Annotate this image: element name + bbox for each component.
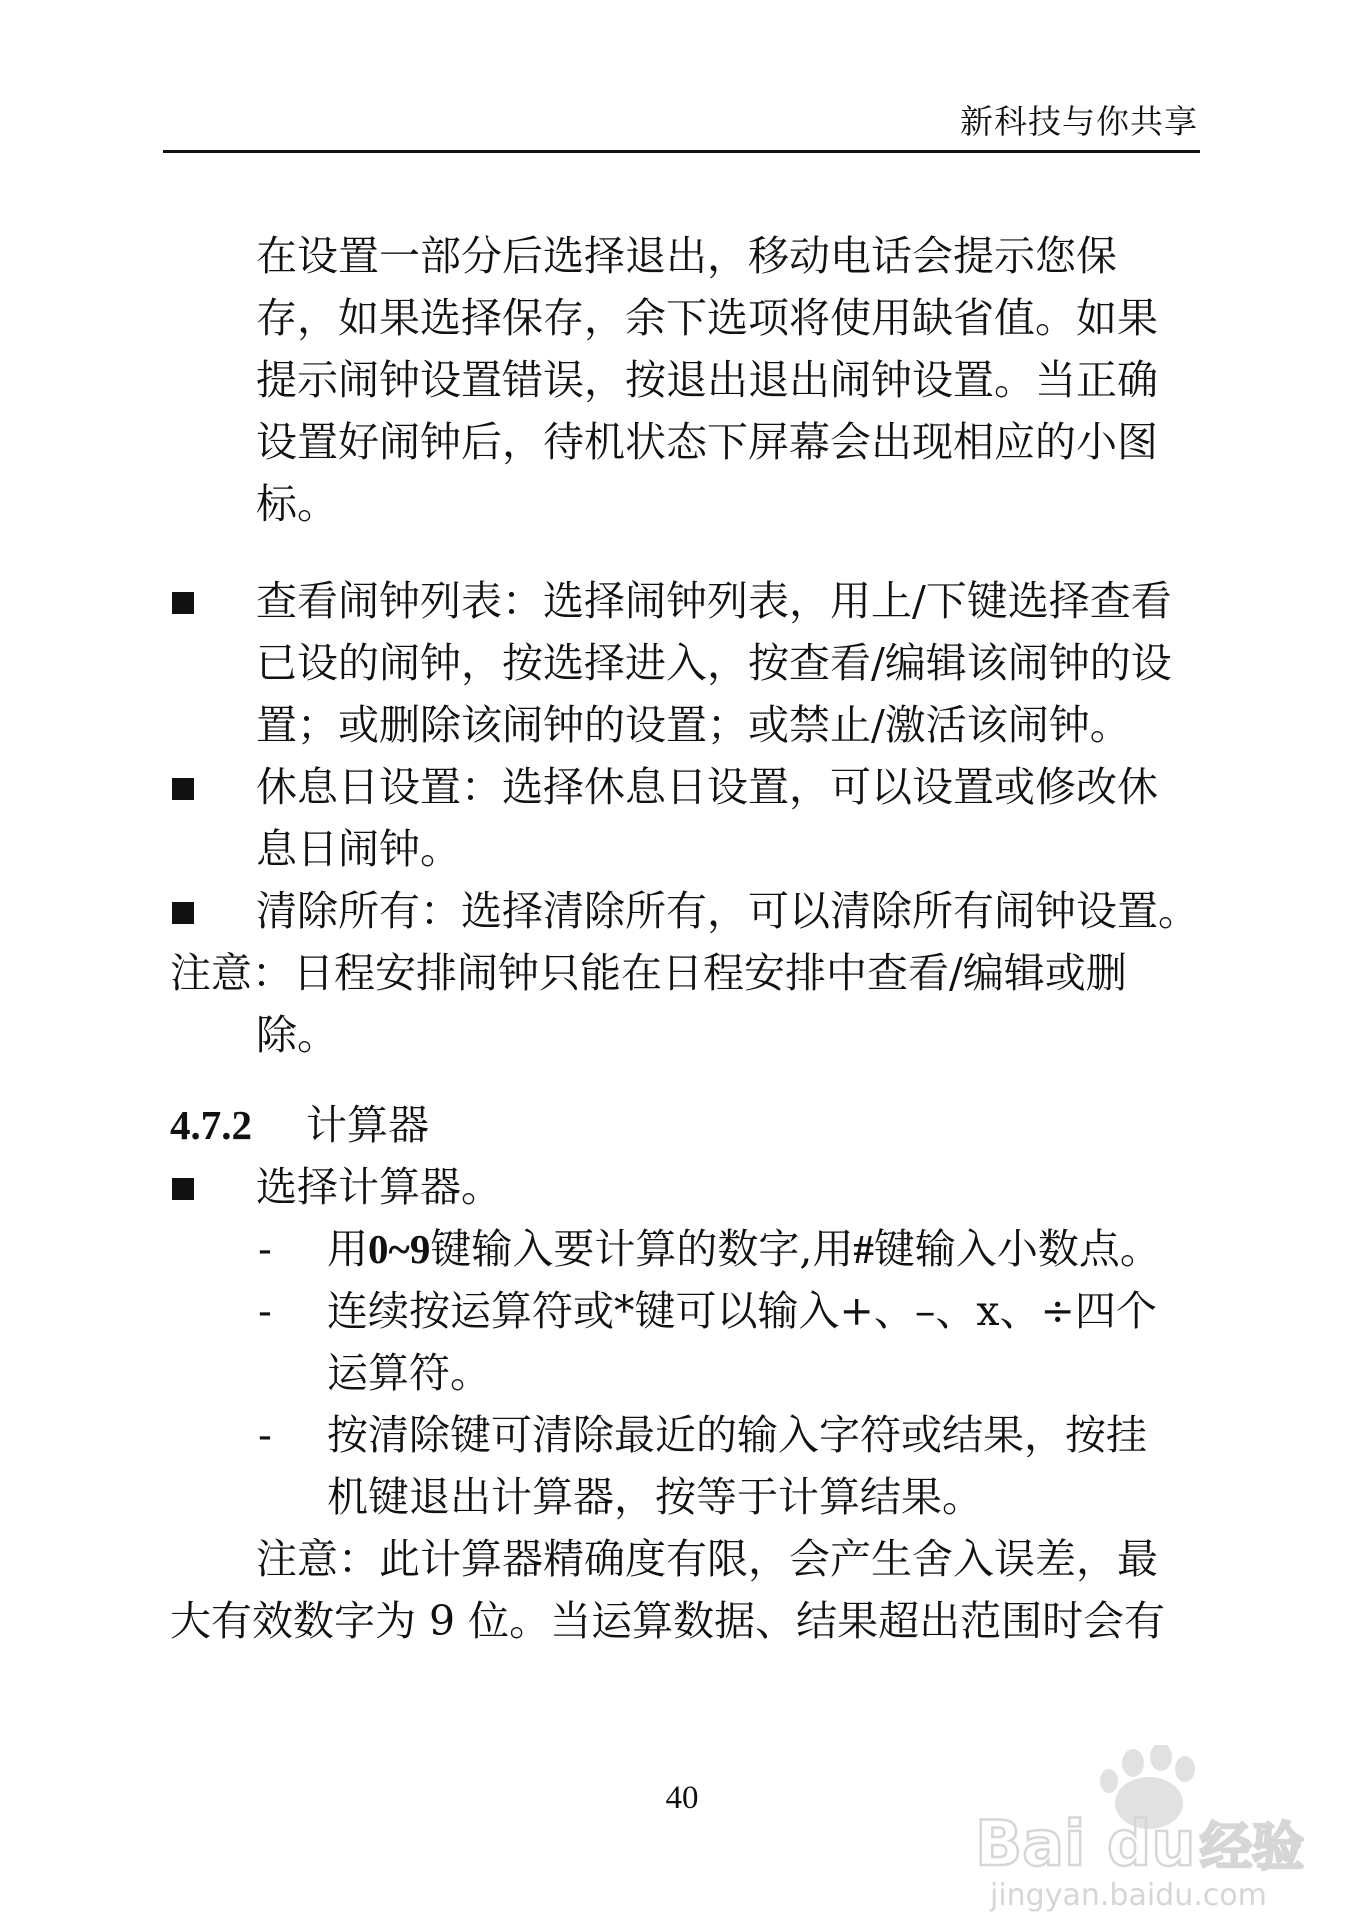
intro-line: 标。 — [256, 480, 338, 528]
bullet-rest-day-setting — [170, 756, 1200, 880]
dash-marker: - — [258, 1411, 272, 1459]
dash-item-number-input — [170, 1218, 1200, 1280]
bullet-line: 休息日设置：选择休息日设置，可以设置或修改休 — [256, 763, 1158, 811]
precision-note — [170, 1528, 1200, 1652]
hash-key: # — [853, 1226, 874, 1272]
bullet-square-icon — [172, 902, 194, 924]
intro-line: 存，如果选择保存，余下选项将使用缺省值。如果 — [256, 294, 1158, 342]
section-title: 计算器 — [306, 1101, 429, 1149]
bullet-view-alarm-list — [170, 570, 1200, 756]
note-line: 注意：日程安排闹钟只能在日程安排中查看/编辑或删 — [170, 949, 1127, 997]
bullet-line: 息日闹钟。 — [256, 825, 461, 873]
page-content — [170, 225, 1200, 1652]
dash-line — [327, 1218, 1200, 1280]
dash-line: 机键退出计算器，按等于计算结果。 — [327, 1473, 983, 1521]
bullet-square-icon — [172, 778, 194, 800]
header-divider — [163, 150, 1200, 153]
dash-text: 键输入要计算的数字,用 — [430, 1225, 854, 1273]
intro-line: 提示闹钟设置错误，按退出退出闹钟设置。当正确 — [256, 356, 1158, 404]
note-line: 注意：此计算器精确度有限，会产生舍入误差，最 — [256, 1535, 1158, 1583]
intro-line: 设置好闹钟后，待机状态下屏幕会出现相应的小图 — [256, 418, 1158, 466]
dash-marker: - — [258, 1287, 272, 1335]
bullet-line: 选择计算器。 — [256, 1163, 502, 1211]
key-range: 0~9 — [368, 1226, 431, 1272]
header-title: 新科技与你共享 — [960, 102, 1198, 141]
watermark-brand: Bai du — [975, 1807, 1196, 1880]
watermark-url: jingyan.baidu.com — [990, 1878, 1267, 1913]
dash-text: 用 — [327, 1225, 368, 1273]
dash-line: 连续按运算符或*键可以输入+、–、x、÷四个 — [327, 1287, 1157, 1335]
intro-line: 在设置一部分后选择退出，移动电话会提示您保 — [256, 232, 1117, 280]
dash-line: 按清除键可清除最近的输入字符或结果，按挂 — [327, 1411, 1147, 1459]
dash-text: 键输入小数点。 — [873, 1225, 1161, 1273]
bullet-square-icon — [172, 592, 194, 614]
note-line: 大有效数字为 9 位。当运算数据、结果超出范围时会有 — [170, 1597, 1166, 1645]
dash-item-clear-exit — [170, 1404, 1200, 1528]
schedule-alarm-note — [170, 942, 1200, 1066]
section-number: 4.7.2 — [170, 1102, 252, 1148]
bullet-line: 已设的闹钟，按选择进入，按查看/编辑该闹钟的设 — [256, 639, 1172, 687]
note-line: 除。 — [256, 1011, 338, 1059]
dash-marker: - — [258, 1225, 272, 1273]
section-heading — [170, 1094, 1200, 1156]
bullet-line: 置；或删除该闹钟的设置；或禁止/激活该闹钟。 — [256, 701, 1131, 749]
baidu-jingyan-watermark — [975, 1745, 1335, 1915]
bullet-line: 查看闹钟列表：选择闹钟列表，用上/下键选择查看 — [256, 577, 1172, 625]
bullet-select-calculator — [170, 1156, 1200, 1218]
bullet-line: 清除所有：选择清除所有，可以清除所有闹钟设置。 — [256, 887, 1199, 935]
intro-paragraph — [170, 225, 1200, 535]
watermark-cn: 经验 — [1200, 1818, 1305, 1878]
bullet-square-icon — [172, 1178, 194, 1200]
page-number: 40 — [665, 1780, 699, 1816]
bullet-clear-all — [170, 880, 1200, 942]
dash-line: 运算符。 — [327, 1349, 491, 1397]
dash-item-operators — [170, 1280, 1200, 1404]
